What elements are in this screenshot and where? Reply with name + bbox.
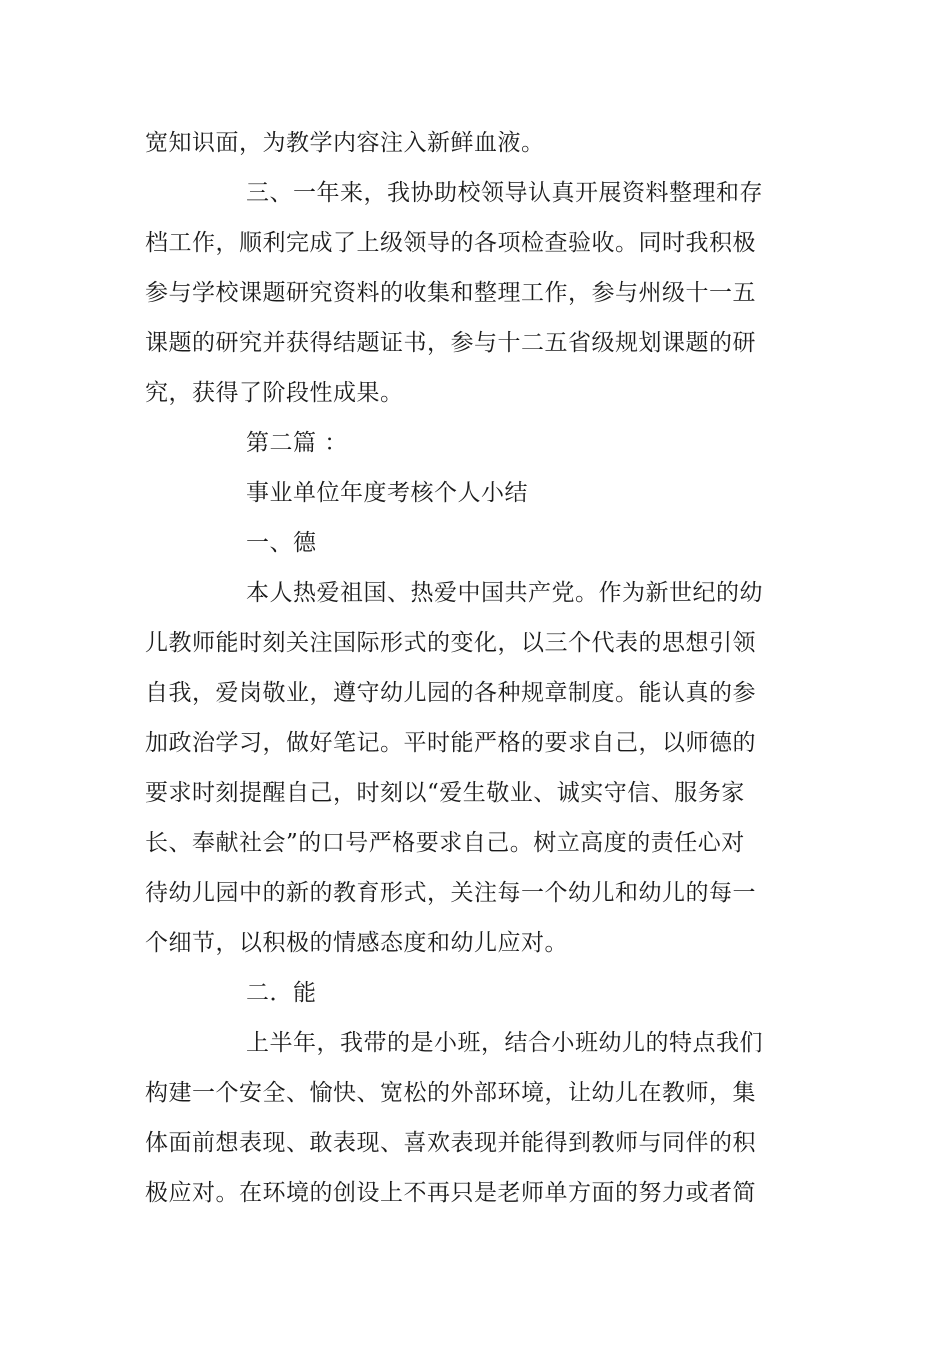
text-line: 参与学校课题研究资料的收集和整理工作，参与州级十一五	[145, 280, 756, 306]
text-line: 三、一年来，我协助校领导认真开展资料整理和存	[246, 180, 763, 206]
text-line: 自我，爱岗敬业，遵守幼儿园的各种规章制度。能认真的参	[145, 680, 756, 706]
text-line: 加政治学习，做好笔记。平时能严格的要求自己，以师德的	[145, 730, 756, 756]
text-line: 究，获得了阶段性成果。	[145, 380, 404, 406]
text-line: 极应对。在环境的创设上不再只是老师单方面的努力或者简	[145, 1180, 756, 1206]
text-line: 个细节，以积极的情感态度和幼儿应对。	[145, 930, 568, 956]
text-line: 宽知识面，为教学内容注入新鲜血液。	[145, 130, 545, 156]
text-line: 上半年，我带的是小班，结合小班幼儿的特点我们	[246, 1030, 763, 1056]
text-line: 长、奉献社会”的口号严格要求自己。树立高度的责任心对	[145, 830, 745, 856]
text-line: 要求时刻提醒自己，时刻以“爱生敬业、诚实守信、服务家	[145, 780, 745, 806]
text-line: 待幼儿园中的新的教育形式，关注每一个幼儿和幼儿的每一	[145, 880, 756, 906]
text-line: 儿教师能时刻关注国际形式的变化，以三个代表的思想引领	[145, 630, 756, 656]
text-line: 构建一个安全、愉快、宽松的外部环境，让幼儿在教师，集	[145, 1080, 756, 1106]
document-title: 事业单位年度考核个人小结	[246, 480, 528, 506]
section-heading: 一、德	[246, 530, 317, 556]
section-heading: 第二篇 ：	[246, 430, 348, 456]
text-line: 档工作，顺利完成了上级领导的各项检查验收。同时我积极	[145, 230, 756, 256]
text-line: 体面前想表现、敢表现、喜欢表现并能得到教师与同伴的积	[145, 1130, 756, 1156]
text-line: 本人热爱祖国、热爱中国共产党。作为新世纪的幼	[246, 580, 763, 606]
text-line: 课题的研究并获得结题证书，参与十二五省级规划课题的研	[145, 330, 756, 356]
section-heading: 二．能	[246, 980, 317, 1006]
